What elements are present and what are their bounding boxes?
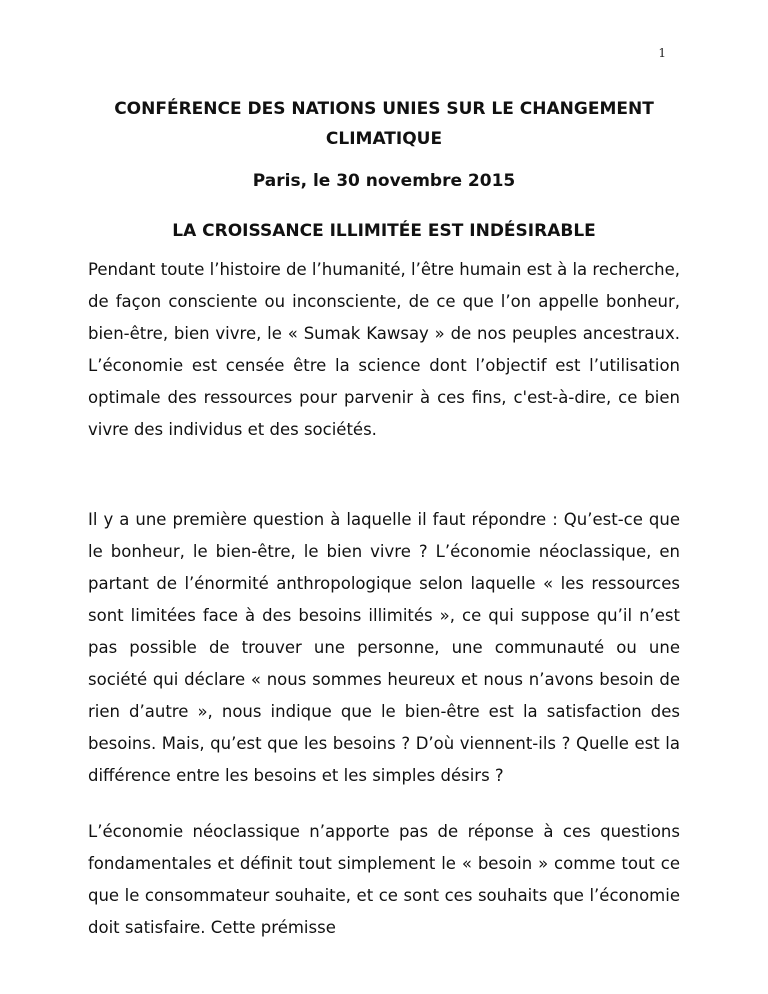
document-title: CONFÉRENCE DES NATIONS UNIES SUR LE CHANGEMENT CLIMATIQUE [114,99,654,149]
paragraph-3: L’économie néoclassique n’apporte pas de réponse à ces questions fondamentales et définit tout simplement le « besoin » comme tout ce que le consommateur souhaite, et ce sont ces souhaits que l’économie doit satisfaire. Cette prémisse [88,822,680,937]
page-number: 1 [658,46,666,60]
paragraph-1: Pendant toute l’histoire de l’humanité, l’être humain est à la recherche, de façon consciente ou inconsciente, de ce que l’on appelle bonheur, bien-être, bien vivre, le « Sumak Kawsay » de nos peuples ancestraux. L’économie est censée être la science dont l’objectif est l’utilisation optimale des ressources pour parvenir à ces fins, c'est-à-dire, ce bien vivre des individus et des sociétés. [88,260,681,439]
document-date-line: Paris, le 30 novembre 2015 [252,171,516,191]
document-subtitle: LA CROISSANCE ILLIMITÉE EST INDÉSIRABLE [172,221,596,241]
paragraph-2: Il y a une première question à laquelle il faut répondre : Qu’est-ce que le bonheur, le bien-être, le bien vivre ? L’économie néoclassique, en partant de l’énormité anthropologique selon laquelle « les ressources sont limitées face à des besoins illimités », ce qui suppose qu’il n’est pas possible de trouver une personne, une communauté ou une société qui déclare « nous sommes heureux et nous n’avons besoin de rien d’autre », nous indique que le bien-être est la satisfaction des besoins. Mais, qu’est que les besoins ? D’où viennent-ils ? Quelle est la différence entre les besoins et les simples désirs ? [88,510,680,785]
